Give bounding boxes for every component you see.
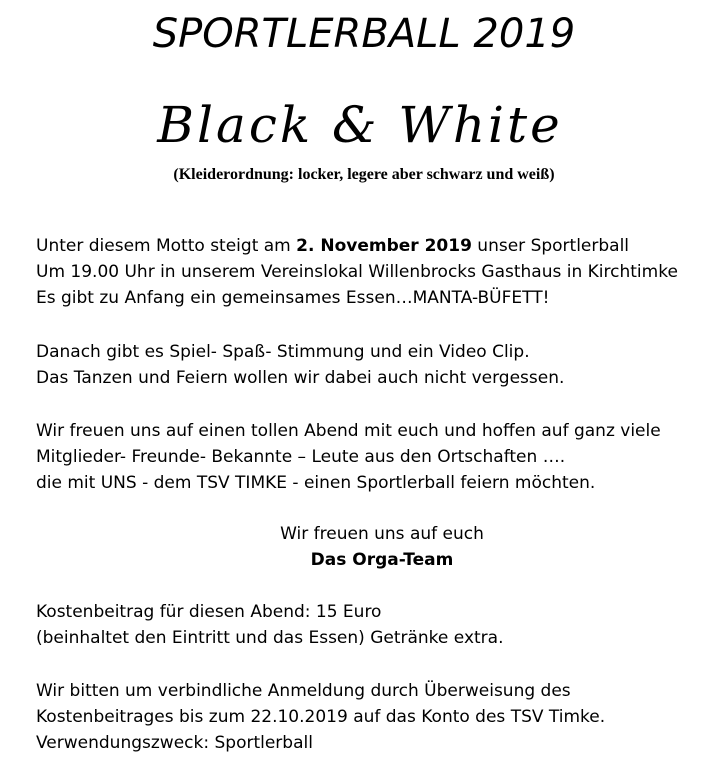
signature-greeting: Wir freuen uns auf euch <box>280 524 484 544</box>
intro-paragraph <box>36 233 716 311</box>
program-line-2: Das Tanzen und Feiern wollen wir dabei auch nicht vergessen. <box>36 368 565 388</box>
intro-line-1: Unter diesem Motto steigt am 2. November 2019 unser Sportlerball <box>36 236 630 256</box>
cost-line-2: (beinhaltet den Eintritt und das Essen) Getränke extra. <box>36 628 504 648</box>
registration-line-1: Wir bitten um verbindliche Anmeldung durch Überweisung des <box>36 681 571 701</box>
event-title: SPORTLERBALL 2019 <box>152 11 576 57</box>
signature-team: Das Orga-Team <box>310 550 454 570</box>
event-date: 2. November 2019 <box>296 236 472 256</box>
registration-line-3: Verwendungszweck: Sportlerball <box>36 733 313 753</box>
invitation-line-2: Mitglieder- Freunde- Bekannte – Leute aus den Ortschaften …. <box>36 447 566 467</box>
program-paragraph <box>36 339 716 391</box>
registration-paragraph <box>36 678 716 756</box>
invitation-line-1: Wir freuen uns auf einen tollen Abend mit euch und hoffen auf ganz viele <box>36 421 661 441</box>
program-line-1: Danach gibt es Spiel- Spaß- Stimmung und ein Video Clip. <box>36 342 530 362</box>
event-motto: Black & White <box>157 96 563 154</box>
intro-line-3: Es gibt zu Anfang ein gemeinsames Essen…MANTA-BÜFETT! <box>36 288 550 308</box>
registration-line-2: Kostenbeitrages bis zum 22.10.2019 auf das Konto des TSV Timke. <box>36 707 606 727</box>
intro-line-2: Um 19.00 Uhr in unserem Vereinslokal Willenbrocks Gasthaus in Kirchtimke <box>36 262 678 282</box>
cost-paragraph <box>36 599 716 651</box>
dress-code-note: (Kleiderordnung: locker, legere aber schwarz und weiß) <box>173 166 555 183</box>
invitation-line-3: die mit UNS - dem TSV TIMKE - einen Sportlerball feiern möchten. <box>36 473 596 493</box>
cost-line-1: Kostenbeitrag für diesen Abend: 15 Euro <box>36 602 382 622</box>
invitation-paragraph <box>36 418 716 496</box>
